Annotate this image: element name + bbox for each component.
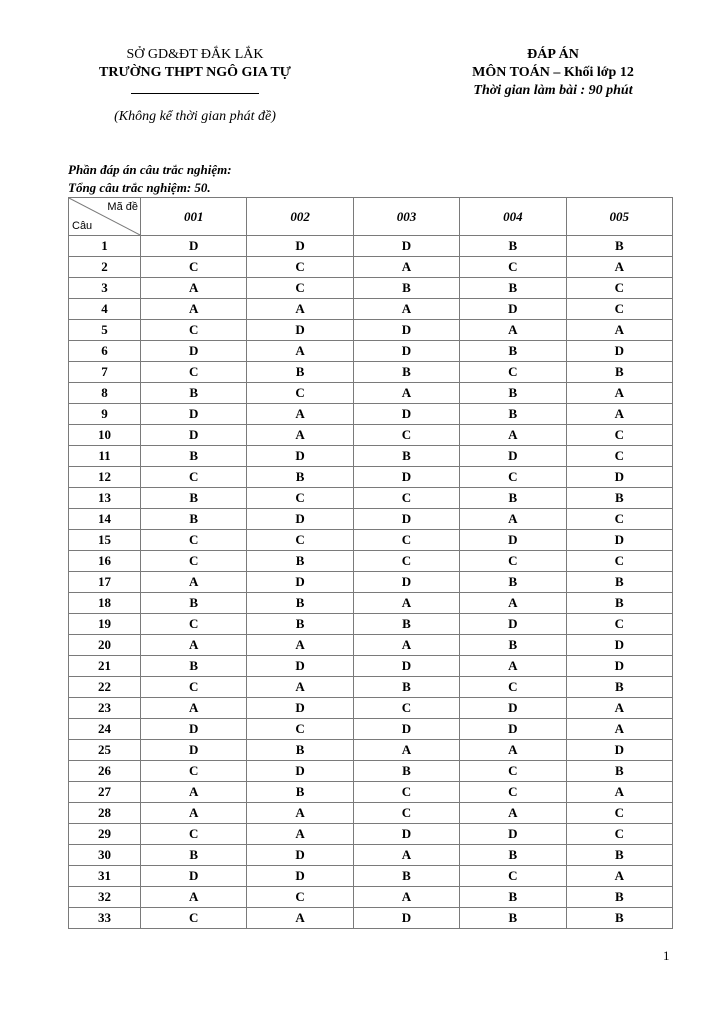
answer-cell: A [566, 719, 672, 740]
answer-cell: C [247, 383, 353, 404]
header-left [60, 46, 330, 126]
answer-cell: C [247, 530, 353, 551]
answer-cell: B [247, 362, 353, 383]
answer-cell: B [566, 362, 672, 383]
answer-cell: C [353, 782, 459, 803]
header-divider [131, 93, 259, 94]
answer-cell: A [460, 593, 566, 614]
answer-cell: B [566, 887, 672, 908]
question-number: 32 [69, 887, 141, 908]
answer-cell: A [141, 299, 247, 320]
answer-cell: A [247, 908, 353, 929]
answer-cell: C [247, 278, 353, 299]
answer-cell: A [460, 740, 566, 761]
table-row [69, 635, 673, 656]
answer-cell: D [353, 824, 459, 845]
question-number: 27 [69, 782, 141, 803]
answer-cell: C [141, 467, 247, 488]
answer-cell: C [460, 866, 566, 887]
table-row [69, 698, 673, 719]
answer-cell: B [566, 236, 672, 257]
answer-cell: C [566, 509, 672, 530]
answer-cell: D [141, 719, 247, 740]
answer-cell: A [247, 824, 353, 845]
answer-cell: C [247, 488, 353, 509]
answer-cell: B [353, 677, 459, 698]
table-row [69, 761, 673, 782]
corner-cell [69, 198, 141, 236]
answer-cell: B [353, 761, 459, 782]
answer-cell: C [460, 551, 566, 572]
answer-cell: D [141, 236, 247, 257]
table-row [69, 299, 673, 320]
answer-cell: B [460, 341, 566, 362]
answer-cell: C [353, 530, 459, 551]
answer-cell: D [460, 530, 566, 551]
table-row [69, 782, 673, 803]
school-name: TRƯỜNG THPT NGÔ GIA TỰ [99, 65, 291, 80]
table-row [69, 908, 673, 929]
answer-cell: A [141, 572, 247, 593]
answer-cell: A [141, 803, 247, 824]
answer-cell: B [141, 383, 247, 404]
answer-cell: B [460, 845, 566, 866]
section-info [68, 161, 232, 197]
answer-cell: A [566, 698, 672, 719]
table-row [69, 530, 673, 551]
answer-cell: A [247, 803, 353, 824]
answer-cell: C [460, 362, 566, 383]
answer-cell: A [353, 257, 459, 278]
answer-cell: A [353, 635, 459, 656]
answer-cell: C [566, 551, 672, 572]
answer-cell: B [460, 908, 566, 929]
answer-cell: C [141, 257, 247, 278]
answer-cell: B [566, 593, 672, 614]
question-number: 23 [69, 698, 141, 719]
answer-cell: C [353, 488, 459, 509]
answer-cell: D [566, 635, 672, 656]
question-number: 12 [69, 467, 141, 488]
answer-cell: A [566, 320, 672, 341]
question-number: 21 [69, 656, 141, 677]
answer-cell: C [460, 467, 566, 488]
answer-cell: A [353, 593, 459, 614]
answer-cell: B [460, 278, 566, 299]
question-number: 18 [69, 593, 141, 614]
question-number: 9 [69, 404, 141, 425]
answer-cell: B [141, 656, 247, 677]
answer-cell: D [353, 467, 459, 488]
answer-cell: D [460, 698, 566, 719]
answer-cell: C [566, 299, 672, 320]
answer-cell: A [247, 425, 353, 446]
answer-cell: B [460, 488, 566, 509]
table-row [69, 425, 673, 446]
answer-cell: C [353, 425, 459, 446]
answer-cell: D [141, 740, 247, 761]
answer-cell: A [353, 740, 459, 761]
answer-cell: B [566, 677, 672, 698]
question-number: 16 [69, 551, 141, 572]
answer-cell: A [353, 299, 459, 320]
answer-cell: D [460, 824, 566, 845]
answer-cell: A [141, 887, 247, 908]
answer-cell: D [566, 530, 672, 551]
answer-cell: C [566, 824, 672, 845]
table-row [69, 404, 673, 425]
answer-cell: D [566, 656, 672, 677]
table-row [69, 719, 673, 740]
answer-cell: A [460, 656, 566, 677]
question-number: 10 [69, 425, 141, 446]
answer-cell: D [353, 236, 459, 257]
answer-cell: A [141, 782, 247, 803]
question-number: 20 [69, 635, 141, 656]
table-row [69, 341, 673, 362]
question-number: 6 [69, 341, 141, 362]
table-row [69, 677, 673, 698]
table-row [69, 446, 673, 467]
answer-cell: B [566, 572, 672, 593]
question-number: 30 [69, 845, 141, 866]
answer-cell: A [566, 257, 672, 278]
answer-cell: D [247, 509, 353, 530]
question-number: 29 [69, 824, 141, 845]
answer-cell: C [353, 698, 459, 719]
answer-cell: B [141, 446, 247, 467]
subject-line: MÔN TOÁN – Khối lớp 12 [472, 65, 634, 80]
answer-cell: D [247, 845, 353, 866]
answer-cell: B [141, 509, 247, 530]
table-row [69, 278, 673, 299]
answer-cell: A [247, 341, 353, 362]
table-row [69, 845, 673, 866]
answer-cell: D [247, 761, 353, 782]
answer-cell: B [460, 887, 566, 908]
answer-cell: B [247, 467, 353, 488]
table-row [69, 866, 673, 887]
table-row [69, 509, 673, 530]
answer-cell: C [247, 257, 353, 278]
answer-cell: B [460, 572, 566, 593]
header-right [440, 46, 666, 100]
table-row [69, 362, 673, 383]
table-row [69, 572, 673, 593]
question-number: 25 [69, 740, 141, 761]
answer-cell: B [460, 635, 566, 656]
answer-cell: A [566, 404, 672, 425]
answer-cell: C [460, 677, 566, 698]
answer-cell: C [141, 320, 247, 341]
answer-cell: B [141, 488, 247, 509]
answer-cell: D [566, 467, 672, 488]
answer-cell: B [353, 362, 459, 383]
answer-cell: D [353, 404, 459, 425]
question-number: 8 [69, 383, 141, 404]
answer-cell: C [141, 551, 247, 572]
answer-cell: A [247, 635, 353, 656]
answer-cell: D [247, 698, 353, 719]
answer-cell: C [141, 530, 247, 551]
answer-cell: C [141, 614, 247, 635]
question-number: 31 [69, 866, 141, 887]
answer-cell: A [247, 404, 353, 425]
answer-key-table [68, 197, 673, 929]
answer-cell: B [247, 551, 353, 572]
answer-cell: B [247, 782, 353, 803]
answer-cell: A [460, 320, 566, 341]
answer-cell: C [353, 803, 459, 824]
answer-cell: C [566, 614, 672, 635]
answer-cell: C [566, 446, 672, 467]
answer-cell: B [141, 845, 247, 866]
answer-cell: B [353, 866, 459, 887]
answer-cell: B [566, 845, 672, 866]
answer-cell: D [353, 908, 459, 929]
answer-cell: A [566, 383, 672, 404]
answer-cell: B [353, 278, 459, 299]
table-row [69, 551, 673, 572]
answer-cell: A [460, 425, 566, 446]
answer-cell: C [353, 551, 459, 572]
table-row [69, 887, 673, 908]
table-row [69, 803, 673, 824]
question-number: 7 [69, 362, 141, 383]
answer-cell: D [353, 656, 459, 677]
question-number: 17 [69, 572, 141, 593]
answer-cell: D [460, 614, 566, 635]
table-row [69, 656, 673, 677]
answer-cell: D [353, 509, 459, 530]
answer-cell: A [566, 782, 672, 803]
exam-duration: Thời gian làm bài : 90 phút [473, 83, 633, 98]
answer-rows [69, 236, 673, 929]
answer-cell: A [353, 887, 459, 908]
answer-cell: D [353, 572, 459, 593]
table-header-row [69, 198, 673, 236]
question-number: 11 [69, 446, 141, 467]
table-row [69, 236, 673, 257]
code-header: 001 [141, 198, 247, 236]
code-label: Mã đề [107, 201, 138, 213]
question-number: 14 [69, 509, 141, 530]
total-questions: Tổng câu trắc nghiệm: 50. [68, 180, 211, 195]
table-row [69, 593, 673, 614]
question-number: 1 [69, 236, 141, 257]
answer-cell: B [353, 446, 459, 467]
answer-cell: A [141, 278, 247, 299]
answer-cell: C [141, 362, 247, 383]
code-header: 002 [247, 198, 353, 236]
answer-cell: D [353, 719, 459, 740]
question-label: Câu [72, 220, 93, 232]
answer-cell: A [353, 383, 459, 404]
answer-cell: C [566, 803, 672, 824]
answer-cell: A [247, 299, 353, 320]
question-number: 22 [69, 677, 141, 698]
answer-cell: B [353, 614, 459, 635]
table-row [69, 488, 673, 509]
table-row [69, 467, 673, 488]
question-number: 2 [69, 257, 141, 278]
answer-cell: C [460, 782, 566, 803]
answer-cell: D [141, 404, 247, 425]
answer-cell: D [460, 299, 566, 320]
question-number: 13 [69, 488, 141, 509]
answer-cell: A [460, 803, 566, 824]
page-number: 1 [663, 948, 670, 963]
table-row [69, 383, 673, 404]
answer-cell: B [141, 593, 247, 614]
answer-cell: D [141, 341, 247, 362]
answer-cell: D [247, 656, 353, 677]
answer-cell: D [247, 236, 353, 257]
answer-cell: D [141, 425, 247, 446]
answer-cell: C [460, 257, 566, 278]
answer-cell: D [247, 446, 353, 467]
answer-cell: A [247, 677, 353, 698]
answer-cell: C [141, 761, 247, 782]
question-number: 24 [69, 719, 141, 740]
answer-cell: C [141, 677, 247, 698]
table-row [69, 614, 673, 635]
answer-cell: A [141, 698, 247, 719]
code-header: 003 [353, 198, 459, 236]
question-number: 4 [69, 299, 141, 320]
answer-cell: B [460, 383, 566, 404]
answer-cell: D [141, 866, 247, 887]
question-number: 28 [69, 803, 141, 824]
answer-cell: D [353, 341, 459, 362]
answer-cell: A [353, 845, 459, 866]
question-number: 5 [69, 320, 141, 341]
answer-cell: B [460, 404, 566, 425]
answer-cell: B [247, 614, 353, 635]
question-number: 33 [69, 908, 141, 929]
question-number: 15 [69, 530, 141, 551]
question-number: 19 [69, 614, 141, 635]
answer-cell: C [566, 278, 672, 299]
question-number: 26 [69, 761, 141, 782]
answer-cell: C [141, 824, 247, 845]
answer-cell: B [247, 740, 353, 761]
answer-cell: C [247, 887, 353, 908]
answer-cell: D [247, 572, 353, 593]
answer-cell: B [566, 761, 672, 782]
answer-cell: D [247, 866, 353, 887]
table-row [69, 320, 673, 341]
answer-cell: D [566, 740, 672, 761]
answer-cell: C [141, 908, 247, 929]
answer-cell: C [460, 761, 566, 782]
table-row [69, 824, 673, 845]
code-header: 004 [460, 198, 566, 236]
table-row [69, 740, 673, 761]
answer-cell: D [460, 446, 566, 467]
answer-cell: D [566, 341, 672, 362]
table-row [69, 257, 673, 278]
answer-cell: A [141, 635, 247, 656]
answer-cell: B [247, 593, 353, 614]
question-number: 3 [69, 278, 141, 299]
answer-cell: A [460, 509, 566, 530]
answer-cell: D [247, 320, 353, 341]
document-title: ĐÁP ÁN [527, 47, 579, 62]
section-title: Phần đáp án câu trắc nghiệm: [68, 162, 232, 177]
answer-cell: D [460, 719, 566, 740]
answer-cell: A [566, 866, 672, 887]
code-header: 005 [566, 198, 672, 236]
answer-cell: C [566, 425, 672, 446]
time-note: (Không kể thời gian phát đề) [114, 109, 276, 124]
department-name: SỞ GD&ĐT ĐẮK LẮK [126, 47, 264, 62]
answer-cell: B [566, 488, 672, 509]
answer-cell: C [247, 719, 353, 740]
answer-cell: D [353, 320, 459, 341]
answer-cell: B [460, 236, 566, 257]
answer-cell: B [566, 908, 672, 929]
